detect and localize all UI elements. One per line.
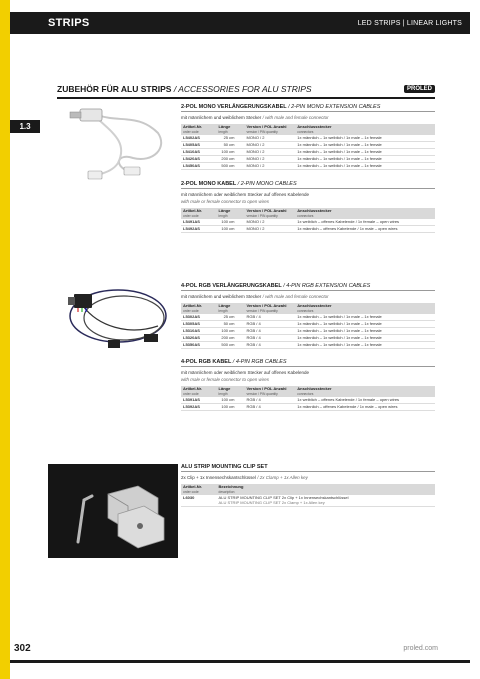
product-title: 2-POL MONO KABEL / 2-PIN MONO CABLES (181, 181, 435, 189)
product-mono-extension (181, 104, 435, 170)
brand-logo: PROLED (404, 85, 435, 93)
header-title: STRIPS (48, 17, 90, 29)
table-row: L5420AS 200 cm MONO / 2 1x männlich – 1x weiblich / 1x male – 1x female (181, 156, 435, 163)
product-mono-cable (181, 181, 435, 233)
product-title: 4-POL RGB KABEL / 4-PIN RGB CABLES (181, 359, 435, 367)
table-row: L5350AS 500 cm RGB / 4 1x männlich – 1x weiblich / 1x male – 1x female (181, 342, 435, 349)
table-row: L5405AS 50 cm MONO / 2 1x männlich – 1x weiblich / 1x male – 1x female (181, 142, 435, 149)
product-desc: mit männlichem oder weiblichem Stecker auf offenes Kabelende with male or female connector to open wires (181, 370, 309, 382)
table-row: L5305AS 50 cm RGB / 4 1x männlich – 1x weiblich / 1x male – 1x female (181, 321, 435, 328)
product-desc: mit männlichem und weiblichem Stecker / with male and female connector (181, 294, 329, 299)
product-clip-set (181, 464, 435, 507)
product-table: Artikel-Nr. order code Bezeichnung description L6030 ALU STRIP MOUNTING CLIP SET 2x Clip + 1x Innensechskantschlüssel ALU STRIP MOUNTING CLIP SET 2x Clamp + 1x Allen key (181, 484, 435, 507)
mounting-clip-image (48, 464, 178, 558)
product-table: Artikel-Nr. order code Länge length Version / POL Anzahl version / PIN quantity Anschlussstecker connectors L5302AS 25 cm RGB / 4 1x männlich – 1x weiblich / 1x male – 1x female L5305AS 50 cm RGB / 4 1x männlich – 1x weiblich / 1x male – 1x female L5310AS 100 cm RGB / 4 1x männlich – 1x weiblich / 1x male – 1x female L5320AS 200 cm RGB / 4 1x männlich – 1x weiblich / 1x male – 1x female L5350AS 500 cm RGB / 4 1x männlich – 1x weiblich / 1x male – 1x female (181, 303, 435, 349)
table-row: L5320AS 200 cm RGB / 4 1x männlich – 1x weiblich / 1x male – 1x female (181, 335, 435, 342)
product-desc: mit männlichem oder weiblichem Stecker auf offenes Kabelende with male or female connector to open wires (181, 192, 309, 204)
table-row: L6030 ALU STRIP MOUNTING CLIP SET 2x Clip + 1x Innensechskantschlüssel ALU STRIP MOUNTING CLIP SET 2x Clamp + 1x Allen key (181, 495, 435, 507)
table-row: L5450AS 500 cm MONO / 2 1x männlich – 1x weiblich / 1x male – 1x female (181, 163, 435, 170)
table-row: L5410AS 100 cm MONO / 2 1x männlich – 1x weiblich / 1x male – 1x female (181, 149, 435, 156)
section-tag: 1.3 (10, 120, 40, 133)
product-desc: mit männlichem und weiblichem Stecker / with male and female connector (181, 115, 329, 120)
rgb-cable-image (58, 276, 176, 358)
footer-divider (10, 660, 470, 663)
table-row: L5310AS 100 cm RGB / 4 1x männlich – 1x weiblich / 1x male – 1x female (181, 328, 435, 335)
footer-url: proled.com (403, 645, 438, 652)
product-table: Artikel-Nr. order code Länge length Version / POL Anzahl version / PIN quantity Anschlussstecker connectors L5491AS 100 cm MONO / 2 1x weiblich – offenes Kabelende / 1x female – open wires L5492AS 100 cm MONO / 2 1x männlich – offenes Kabelende / 1x male – open wires (181, 208, 435, 233)
table-row: L5491AS 100 cm MONO / 2 1x weiblich – offenes Kabelende / 1x female – open wires (181, 219, 435, 226)
yellow-side-strip (0, 0, 10, 679)
product-rgb-cable (181, 359, 435, 411)
table-row: L5492AS 100 cm MONO / 2 1x männlich – offenes Kabelende / 1x male – open wires (181, 226, 435, 233)
page-header (10, 12, 470, 34)
heading-de: ZUBEHÖR FÜR ALU STRIPS (57, 84, 172, 94)
table-row: L5391AS 100 cm RGB / 4 1x weiblich – offenes Kabelende / 1x female – open wires (181, 397, 435, 404)
table-row: L5392AS 100 cm RGB / 4 1x männlich – offenes Kabelende / 1x male – open wires (181, 404, 435, 411)
product-table: Artikel-Nr. order code Länge length Version / POL Anzahl version / PIN quantity Anschlussstecker connectors L5402AS 25 cm MONO / 2 1x männlich – 1x weiblich / 1x male – 1x female L5405AS 50 cm MONO / 2 1x männlich – 1x weiblich / 1x male – 1x female L5410AS 100 cm MONO / 2 1x männlich – 1x weiblich / 1x male – 1x female L5420AS 200 cm MONO / 2 1x männlich – 1x weiblich / 1x male – 1x female L5450AS 500 cm MONO / 2 1x männlich – 1x weiblich / 1x male – 1x female (181, 124, 435, 170)
section-heading (57, 81, 435, 99)
section-heading-text (57, 84, 312, 94)
mono-cable-image (58, 103, 176, 181)
product-title: 2-POL MONO VERLÄNGERUNGSKABEL / 2-PIN MONO EXTENSION CABLES (181, 104, 435, 112)
page-number: 302 (14, 643, 31, 654)
product-title: 4-POL RGB VERLÄNGERUNGSKABEL / 4-PIN RGB EXTENSION CABLES (181, 283, 435, 291)
header-category: LED STRIPS | LINEAR LIGHTS (357, 19, 462, 27)
table-row: L5402AS 25 cm MONO / 2 1x männlich – 1x weiblich / 1x male – 1x female (181, 135, 435, 142)
product-rgb-extension (181, 283, 435, 349)
product-title: ALU STRIP MOUNTING CLIP SET (181, 464, 435, 472)
product-table: Artikel-Nr. order code Länge length Version / POL Anzahl version / PIN quantity Anschlussstecker connectors L5391AS 100 cm RGB / 4 1x weiblich – offenes Kabelende / 1x female – open wires L5392AS 100 cm RGB / 4 1x männlich – offenes Kabelende / 1x male – open wires (181, 386, 435, 411)
table-row: L5302AS 25 cm RGB / 4 1x männlich – 1x weiblich / 1x male – 1x female (181, 314, 435, 321)
heading-en: / ACCESSORIES FOR ALU STRIPS (173, 84, 312, 94)
product-desc: 2x Clip + 1x Innensechskantschlüssel / 2x Clamp + 1x Allen key (181, 475, 308, 480)
